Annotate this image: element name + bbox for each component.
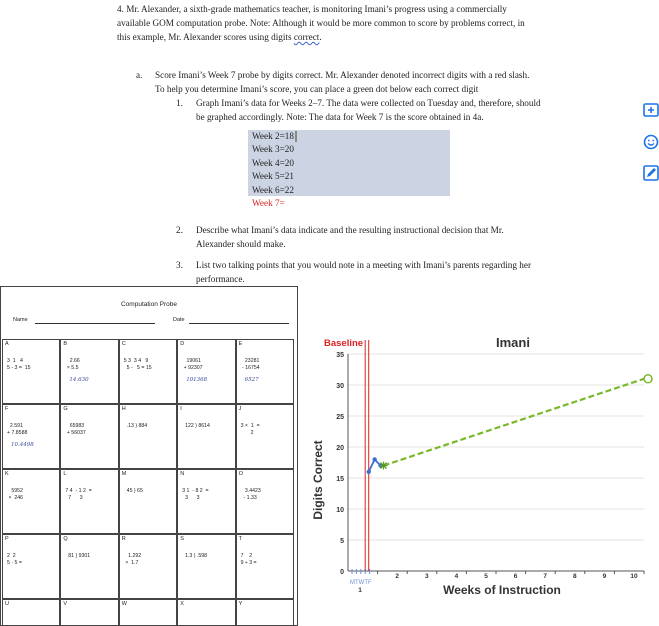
probe-cell-x [177,599,235,626]
probe-cell-letter: F [5,406,9,412]
probe-cell-j [236,404,294,469]
part-a-label: a. [136,70,143,80]
probe-cell-m [119,469,177,534]
probe-cell-y [236,599,294,626]
probe-title: Computation Probe [120,301,177,308]
chart-svg [304,330,659,626]
x-tick-label: 7 [543,573,548,580]
text-cursor [295,131,297,142]
probe-problem: 19061 + 92307 [183,358,203,371]
week-4-value[interactable]: Week 4=20 [252,157,294,168]
probe-problem: 45 ) 65 [123,488,143,494]
baseline-label: Baseline [324,338,364,349]
y-tick-label: 5 [340,538,344,545]
probe-cell-w [119,599,177,626]
intro-line-2: available GOM computation probe. Note: Although it would be more common to score by problems correct, in [117,18,525,28]
probe-cell-letter: S [180,536,184,542]
spellcheck-word[interactable]: correct [293,32,320,42]
intro-line-1: 4. Mr. Alexander, a sixth-grade mathematics teacher, is monitoring Imani’s progress using a commercially [117,4,507,14]
probe-cell-letter: E [238,341,243,347]
probe-problem: 5952 × 246 [8,488,24,501]
y-tick-label: 0 [340,569,344,576]
progress-chart [304,330,659,626]
weekday-labels: MTWTF [350,580,372,586]
probe-name-label: Name [13,317,28,323]
x-tick-label: 9 [602,573,607,580]
part-a-line-1: Score Imani’s Week 7 probe by digits correct. Mr. Alexander denoted incorrect digits with a red slash. [155,70,530,80]
probe-cell-o [236,469,294,534]
goal-marker [644,375,652,383]
probe-cell-r [119,534,177,599]
student-answer: 6527 [244,377,259,383]
probe-cell-q [60,534,118,599]
probe-cell-letter: V [63,601,68,607]
probe-cell-letter: H [121,406,126,412]
probe-problem: 122 ) 8614 [182,423,210,429]
x-tick-label: 3 [424,573,429,580]
probe-problem: 65983 + 56037 [66,423,86,436]
week-data-list[interactable] [252,130,452,210]
add-comment-icon[interactable] [643,103,659,119]
probe-problem: 2.66 × 5.5 [66,358,80,371]
probe-cell-c [119,339,177,404]
probe-cell-letter: L [63,471,67,477]
suggest-edit-icon[interactable] [643,165,659,181]
x-tick-label: 8 [572,573,577,580]
probe-cell-letter: Y [238,601,243,607]
x-tick-label-week-1: 1 [358,587,362,594]
probe-cell-g [60,404,118,469]
probe-cell-letter: I [180,406,182,412]
probe-cell-i [177,404,235,469]
probe-cell-v [60,599,118,626]
probe-cell-f [2,404,60,469]
probe-cell-letter: N [180,471,185,477]
part-a-line-2: To help you determine Imani’s score, you can place a green dot below each correct digit [155,84,479,94]
x-tick-label: 4 [454,573,459,580]
probe-cell-letter: M [121,471,127,477]
probe-cell-letter: J [238,406,242,412]
aimline-start-marker [380,462,388,470]
probe-cell-letter: B [63,341,68,347]
probe-cell-letter: Q [63,536,68,542]
y-tick-label: 10 [336,507,344,514]
probe-cell-e [236,339,294,404]
x-axis-label: Weeks of Instruction [443,583,561,597]
probe-cell-letter: W [121,601,127,607]
probe-cell-u [2,599,60,626]
probe-cell-a [2,339,60,404]
probe-cell-letter: C [121,341,126,347]
y-tick-label: 25 [336,414,344,421]
probe-cell-letter: U [5,601,9,607]
week-3-value[interactable]: Week 3=20 [252,144,294,155]
probe-problem: 23281 - 16754 [242,358,260,371]
document-page: 4. Mr. Alexander, a sixth-grade mathematics teacher, is monitoring Imani’s progress using a commercially available GOM computation probe. Note: Although it would be more common to score by problems correct, in this example, Mr. Alexander scores using digits correct. a. Score Imani’s Week 7 probe by digits correct. Mr. Alexander denoted incorrect digits with a red slash. To help you determine Imani’s score, you can place a green dot below each correct digit 1. Graph Imani’s data for Weeks 2–7. The data were collected on Tuesday and, therefore, should be graphed accordingly. Note: The data for Week 7 is the score obtained in 4a. Week 2=18 Week 3=20 Week 4=20 Week 5=21 Week 6=22 Week 7= 2. Describe what Imani’s data indicate and the resulting instructional decision that Mr. Alexander should make. 3. List two talking points that you would note in a meeting with Imani’s parents regarding her performance. [0,0,635,290]
probe-cell-n [177,469,235,534]
probe-cell-letter: D [180,341,185,347]
probe-problem: 1.292 × 1.7 [125,553,142,566]
probe-cell-letter: P [5,536,9,542]
probe-cell-s [177,534,235,599]
intro-line-3: this example, Mr. Alexander scores using digits correct. [117,32,322,42]
x-tick-label: 5 [484,573,488,580]
probe-problem: 3 1 - 8 2 = 3 3 [182,488,209,501]
probe-problem: 3 × 1 = 2 [240,423,260,436]
probe-cell-k [2,469,60,534]
probe-cell-t [236,534,294,599]
x-tick-label: 2 [395,573,400,580]
probe-cell-letter: O [238,471,243,477]
probe-cell-p [2,534,60,599]
probe-problem: 2.591 + 7.8588 [7,423,28,436]
y-tick-label: 15 [336,476,344,483]
y-tick-label: 20 [336,445,344,452]
probe-problem: 2 2 5 · 5 = [7,553,22,566]
emoji-icon[interactable] [643,134,659,150]
week-6-value[interactable]: Week 6=22 [252,184,294,195]
baseline-point [372,457,376,461]
probe-cell-letter: K [5,471,9,477]
probe-cell-letter: X [180,601,184,607]
student-answer: 14.630 [69,377,89,383]
x-tick-label: 10 [630,573,638,580]
student-answer: 10.4498 [11,442,34,448]
probe-problem: 81 ) 9301 [65,553,91,559]
chart-title: Imani [496,335,530,350]
probe-problem: 7 2 9 ÷ 3 = [240,553,257,566]
x-tick-label: 6 [513,573,518,580]
probe-cell-b [60,339,118,404]
probe-cell-h [119,404,177,469]
probe-problem: 5 3 3 4 9 5 - 5 = 15 [123,358,152,371]
y-tick-label: 35 [336,352,344,359]
probe-problem: .13 ) 884 [123,423,148,429]
probe-cell-l [60,469,118,534]
probe-cell-letter: T [238,536,242,542]
probe-grid [2,339,294,626]
probe-problem: 3.4423 - 1.33 [243,488,261,501]
probe-cell-letter: G [63,406,68,412]
probe-date-label: Date [173,317,185,323]
probe-problem: 3 1 4 5 - 3 = 15 [7,358,31,371]
y-axis-label: Digits Correct [311,440,325,520]
student-answer: 101368 [186,377,208,383]
y-tick-label: 30 [336,383,344,390]
computation-probe-image [0,286,298,626]
baseline-point [367,470,371,474]
question-4-intro [117,2,577,44]
probe-cell-letter: A [5,341,9,347]
probe-cell-letter: R [121,536,126,542]
probe-problem: 7 4 - 1 2 = 7 3 [65,488,92,501]
week-5-value[interactable]: Week 5=21 [252,171,294,182]
aimline-line [384,379,644,466]
week-2-value[interactable]: Week 2=18 [252,130,452,143]
week-7-value[interactable]: Week 7= [252,197,285,208]
probe-cell-d [177,339,235,404]
probe-problem: 1.3 ) .598 [182,553,207,559]
